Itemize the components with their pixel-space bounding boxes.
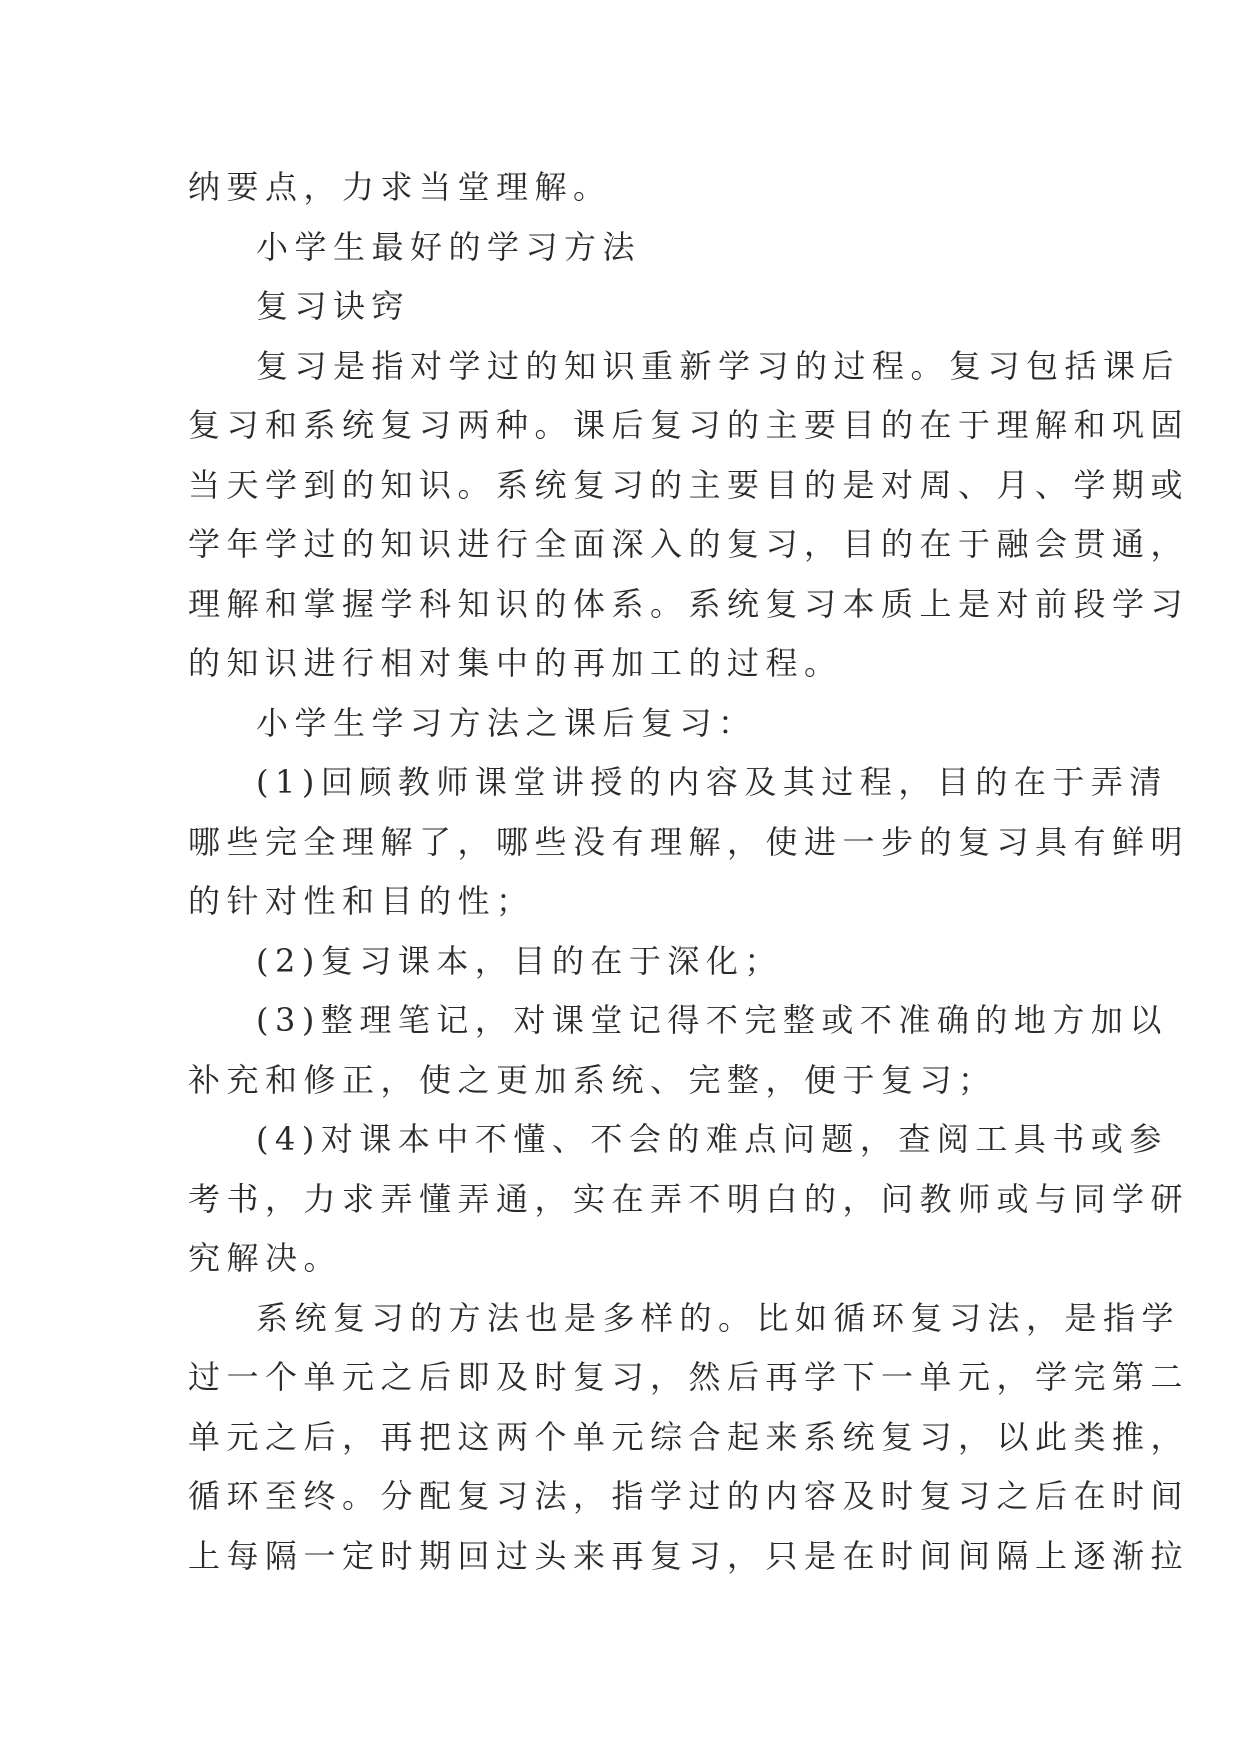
text-line: 系统复习的方法也是多样的。比如循环复习法，是指学 bbox=[256, 1298, 1181, 1337]
text-line: 单元之后，再把这两个单元综合起来系统复习，以此类推， bbox=[188, 1417, 1190, 1456]
text-line: 考书，力求弄懂弄通，实在弄不明白的，问教师或与同学研 bbox=[188, 1179, 1190, 1218]
text-line: 小学生学习方法之课后复习： bbox=[256, 703, 757, 742]
text-line: 复习和系统复习两种。课后复习的主要目的在于理解和巩固 bbox=[188, 406, 1190, 444]
text-line: 究解决。 bbox=[188, 1239, 343, 1277]
list-item-line: (1)回顾教师课堂讲授的内容及其过程，目的在于弄清 bbox=[256, 763, 1168, 801]
list-item-line: (2)复习课本，目的在于深化； bbox=[256, 941, 783, 980]
text-line: 学年学过的知识进行全面深入的复习，目的在于融会贯通， bbox=[188, 525, 1190, 563]
document-page bbox=[188, 158, 1190, 1586]
text-line: 纳要点，力求当堂理解。 bbox=[188, 168, 612, 206]
text-line: 理解和掌握学科知识的体系。系统复习本质上是对前段学习 bbox=[188, 584, 1190, 623]
list-item-line: (4)对课本中不懂、不会的难点问题，查阅工具书或参 bbox=[256, 1120, 1168, 1158]
text-line: 的针对性和目的性； bbox=[188, 882, 535, 920]
text-line: 当天学到的知识。系统复习的主要目的是对周、月、学期或 bbox=[188, 465, 1190, 504]
text-line: 过一个单元之后即及时复习，然后再学下一单元，学完第二 bbox=[188, 1358, 1190, 1396]
text-line: 复习是指对学过的知识重新学习的过程。复习包括课后 bbox=[256, 346, 1181, 385]
text-line: 补充和修正，使之更加系统、完整，便于复习； bbox=[188, 1060, 997, 1099]
text-line: 上每隔一定时期回过头来再复习，只是在时间间隔上逐渐拉 bbox=[188, 1536, 1190, 1575]
text-line: 循环至终。分配复习法，指学过的内容及时复习之后在时间 bbox=[188, 1477, 1190, 1515]
section-heading: 小学生最好的学习方法 bbox=[256, 227, 642, 266]
list-item-line: (3)整理笔记，对课堂记得不完整或不准确的地方加以 bbox=[256, 1001, 1168, 1039]
subsection-heading: 复习诀窍 bbox=[256, 287, 411, 325]
text-line: 的知识进行相对集中的再加工的过程。 bbox=[188, 644, 843, 682]
text-line: 哪些完全理解了，哪些没有理解，使进一步的复习具有鲜明 bbox=[188, 822, 1190, 861]
